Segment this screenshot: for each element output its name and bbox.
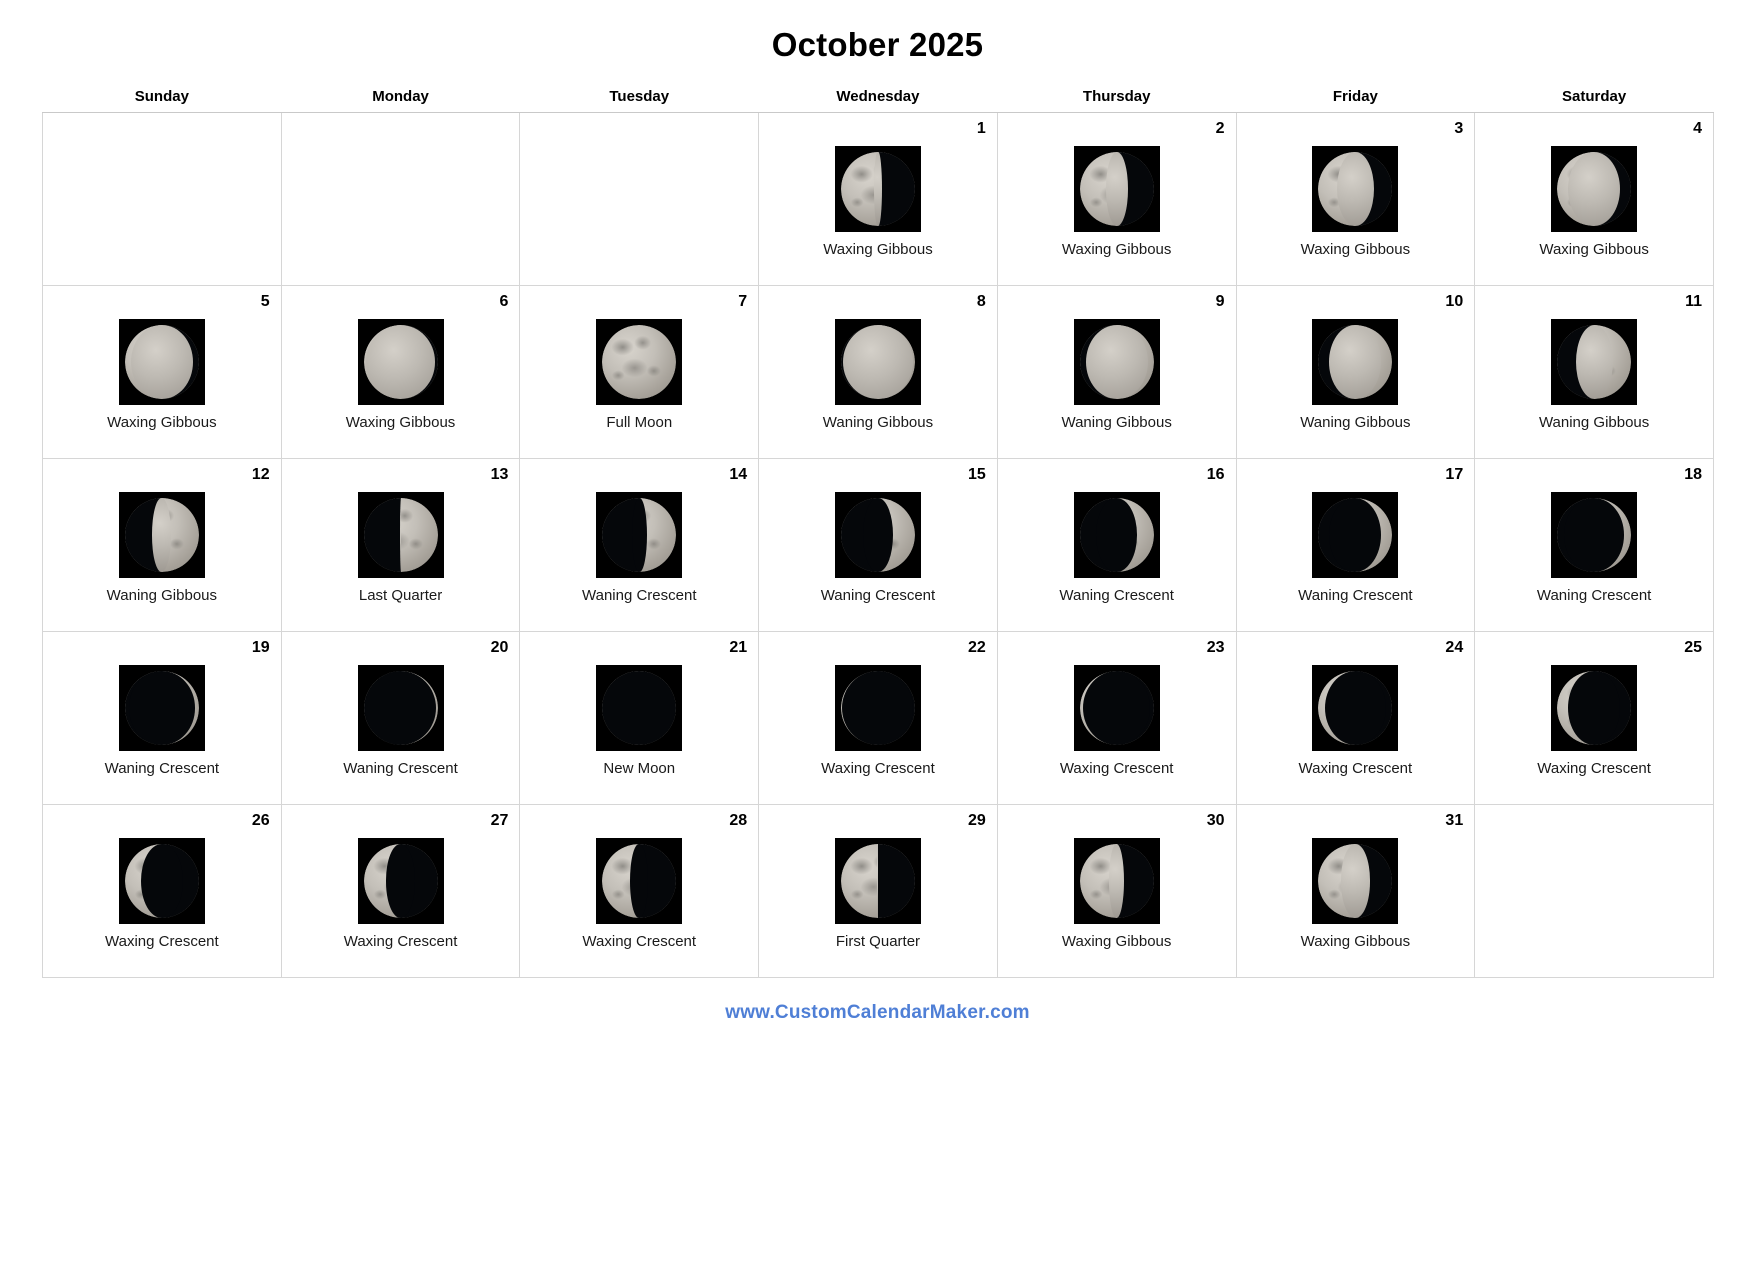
- calendar-table: [42, 82, 1714, 978]
- day-cell-body: [759, 830, 997, 950]
- day-number: 29: [968, 812, 986, 829]
- moon-phase-icon: [1074, 492, 1160, 578]
- moon-terminator: [1325, 671, 1386, 745]
- calendar-day-cell[interactable]: [520, 459, 759, 632]
- moon-terminator: [1337, 152, 1374, 226]
- moon-phase-icon: [119, 838, 205, 924]
- day-cell-body: [282, 484, 520, 604]
- calendar-day-cell[interactable]: [1236, 805, 1475, 978]
- moon-terminator: [843, 325, 913, 399]
- moon-phase-icon: [1074, 838, 1160, 924]
- footer-link[interactable]: www.CustomCalendarMaker.com: [725, 1002, 1030, 1023]
- day-number: 8: [976, 293, 986, 310]
- moon-terminator: [630, 844, 648, 918]
- day-number: 2: [1215, 120, 1225, 137]
- calendar-week-row: [43, 632, 1714, 805]
- day-cell-body: [759, 484, 997, 604]
- moon-phase-label: Waxing Crescent: [343, 932, 458, 950]
- calendar-day-cell[interactable]: [997, 805, 1236, 978]
- calendar-day-cell[interactable]: [43, 632, 282, 805]
- day-number: 31: [1445, 812, 1464, 829]
- moon-phase-icon: [835, 146, 921, 232]
- calendar-day-cell[interactable]: [43, 286, 282, 459]
- moon-phase-icon: [835, 838, 921, 924]
- moon-phase-label: Waxing Crescent: [821, 759, 935, 777]
- moon-terminator: [366, 325, 436, 399]
- day-number: 17: [1445, 466, 1464, 483]
- moon-phase-icon: [358, 838, 444, 924]
- day-number: 13: [490, 466, 509, 483]
- day-cell-body: [520, 657, 758, 777]
- weekday-header-friday: Friday: [1236, 82, 1475, 113]
- calendar-day-cell[interactable]: [281, 632, 520, 805]
- day-number: 14: [729, 466, 748, 483]
- day-cell-body: [998, 138, 1236, 258]
- day-cell-body: [520, 311, 758, 431]
- moon-phase-icon: [358, 319, 444, 405]
- weekday-header-row: [43, 82, 1714, 113]
- day-number: 24: [1445, 639, 1464, 656]
- day-cell-body: [43, 484, 281, 604]
- moon-disc: [364, 325, 438, 399]
- day-cell-body: [1475, 311, 1713, 431]
- moon-shadow: [602, 671, 676, 745]
- moon-phase-icon: [835, 319, 921, 405]
- moon-phase-icon: [596, 665, 682, 751]
- moon-disc: [364, 671, 438, 745]
- day-cell-body: [43, 311, 281, 431]
- moon-disc: [1557, 498, 1631, 572]
- moon-phase-label: Waning Crescent: [1298, 586, 1413, 604]
- day-number: 30: [1206, 812, 1225, 829]
- moon-phase-label: Waxing Gibbous: [1300, 240, 1411, 258]
- day-number: 27: [490, 812, 509, 829]
- moon-terminator: [365, 671, 436, 745]
- moon-disc: [1557, 671, 1631, 745]
- day-cell-body: [282, 311, 520, 431]
- calendar-day-cell[interactable]: [759, 113, 998, 286]
- moon-disc: [125, 671, 199, 745]
- calendar-day-cell[interactable]: [997, 459, 1236, 632]
- moon-terminator: [874, 152, 881, 226]
- moon-phase-icon: [358, 492, 444, 578]
- day-number: 6: [499, 293, 509, 310]
- calendar-week-row: [43, 286, 1714, 459]
- moon-phase-icon: [596, 838, 682, 924]
- day-cell-body: [1475, 484, 1713, 604]
- moon-phase-icon: [1551, 665, 1637, 751]
- day-cell-body: [43, 657, 281, 777]
- moon-terminator: [1329, 498, 1381, 572]
- moon-phase-label: Waning Crescent: [1536, 586, 1652, 604]
- day-cell-body: [759, 311, 997, 431]
- moon-phase-label: Waning Gibbous: [1061, 413, 1172, 431]
- day-number: 10: [1445, 293, 1464, 310]
- moon-disc: [1318, 844, 1392, 918]
- calendar-day-cell[interactable]: [520, 632, 759, 805]
- moon-disc: [125, 498, 199, 572]
- day-cell-body: [998, 311, 1236, 431]
- day-number: 7: [738, 293, 748, 310]
- moon-disc: [1080, 844, 1154, 918]
- moon-phase-label: New Moon: [603, 759, 676, 777]
- moon-maria: [602, 325, 676, 399]
- calendar-day-cell[interactable]: [1475, 286, 1714, 459]
- moon-phase-label: Waxing Gibbous: [823, 240, 933, 258]
- moon-disc: [841, 498, 915, 572]
- day-number: 4: [1693, 120, 1702, 137]
- moon-phase-icon: [1312, 492, 1398, 578]
- day-cell-body: [1237, 657, 1475, 777]
- moon-phase-label: Waxing Gibbous: [1061, 932, 1172, 950]
- calendar-day-cell[interactable]: [997, 286, 1236, 459]
- moon-phase-icon: [1312, 665, 1398, 751]
- day-number: 9: [1215, 293, 1225, 310]
- day-number: 16: [1206, 466, 1225, 483]
- moon-phase-label: Waxing Crescent: [1537, 759, 1651, 777]
- moon-phase-icon: [119, 492, 205, 578]
- moon-shadow: [364, 498, 401, 572]
- moon-phase-label: Last Quarter: [358, 586, 443, 604]
- weekday-header-tuesday: Tuesday: [520, 82, 759, 113]
- moon-phase-icon: [596, 492, 682, 578]
- calendar-cell-empty: [281, 113, 520, 286]
- moon-phase-icon: [1312, 146, 1398, 232]
- calendar-day-cell[interactable]: [759, 632, 998, 805]
- moon-disc: [364, 498, 438, 572]
- moon-phase-label: Waxing Crescent: [105, 932, 219, 950]
- moon-phase-icon: [1074, 665, 1160, 751]
- calendar-day-cell[interactable]: [1236, 632, 1475, 805]
- calendar-page: [0, 26, 1755, 1266]
- moon-terminator: [1106, 152, 1128, 226]
- moon-shadow: [878, 152, 915, 226]
- calendar-day-cell[interactable]: [997, 113, 1236, 286]
- moon-disc: [1557, 152, 1631, 226]
- weekday-header-saturday: Saturday: [1475, 82, 1714, 113]
- calendar-day-cell[interactable]: [759, 805, 998, 978]
- moon-disc: [1080, 498, 1154, 572]
- moon-disc: [602, 498, 676, 572]
- moon-phase-icon: [835, 492, 921, 578]
- moon-terminator: [842, 671, 913, 745]
- moon-terminator: [141, 844, 182, 918]
- moon-phase-label: Waning Gibbous: [1300, 413, 1411, 431]
- day-number: 28: [729, 812, 748, 829]
- calendar-week-row: [43, 805, 1714, 978]
- moon-disc: [1557, 325, 1631, 399]
- calendar-week-row: [43, 113, 1714, 286]
- day-cell-body: [282, 830, 520, 950]
- day-number: 22: [968, 639, 986, 656]
- moon-phase-icon: [1551, 492, 1637, 578]
- day-number: 21: [729, 639, 748, 656]
- moon-terminator: [131, 325, 193, 399]
- day-number: 18: [1684, 466, 1702, 483]
- weekday-header-sunday: Sunday: [43, 82, 282, 113]
- calendar-day-cell[interactable]: [997, 632, 1236, 805]
- day-number: 26: [251, 812, 270, 829]
- day-cell-body: [1475, 657, 1713, 777]
- moon-terminator: [1083, 671, 1150, 745]
- calendar-day-cell[interactable]: [281, 459, 520, 632]
- moon-disc: [602, 325, 676, 399]
- moon-phase-label: Waning Crescent: [582, 586, 697, 604]
- day-cell-body: [1475, 138, 1713, 258]
- moon-terminator: [877, 844, 878, 918]
- calendar-cell-empty: [1475, 805, 1714, 978]
- calendar-day-cell[interactable]: [759, 459, 998, 632]
- day-cell-body: [1237, 138, 1475, 258]
- moon-terminator: [1564, 498, 1625, 572]
- moon-terminator: [1341, 844, 1371, 918]
- moon-disc: [841, 152, 915, 226]
- day-cell-body: [520, 830, 758, 950]
- day-number: 11: [1685, 293, 1702, 310]
- day-number: 23: [1206, 639, 1225, 656]
- moon-disc: [602, 844, 676, 918]
- moon-phase-icon: [596, 319, 682, 405]
- moon-phase-label: Waxing Crescent: [1298, 759, 1413, 777]
- moon-disc: [125, 844, 199, 918]
- calendar-day-cell[interactable]: [1475, 459, 1714, 632]
- calendar-week-row: [43, 459, 1714, 632]
- calendar-day-cell[interactable]: [281, 286, 520, 459]
- calendar-cell-empty: [43, 113, 282, 286]
- calendar-cell-empty: [520, 113, 759, 286]
- moon-terminator: [386, 844, 416, 918]
- moon-disc: [841, 671, 915, 745]
- day-cell-body: [1237, 484, 1475, 604]
- calendar-day-cell[interactable]: [1236, 286, 1475, 459]
- calendar-day-cell[interactable]: [759, 286, 998, 459]
- moon-phase-icon: [1074, 319, 1160, 405]
- moon-terminator: [863, 498, 893, 572]
- moon-phase-icon: [1551, 319, 1637, 405]
- moon-disc: [841, 844, 915, 918]
- moon-phase-label: Waxing Crescent: [1059, 759, 1174, 777]
- calendar-day-cell[interactable]: [1475, 113, 1714, 286]
- moon-phase-label: Full Moon: [606, 413, 673, 431]
- calendar-day-cell[interactable]: [43, 805, 282, 978]
- day-cell-body: [1237, 311, 1475, 431]
- moon-disc: [1318, 152, 1392, 226]
- calendar-body: [43, 113, 1714, 978]
- day-cell-body: [43, 830, 281, 950]
- day-number: 19: [251, 639, 270, 656]
- day-number: 1: [976, 120, 986, 137]
- moon-disc: [1080, 325, 1154, 399]
- day-number: 5: [260, 293, 270, 310]
- page-title: October 2025: [771, 26, 984, 63]
- day-cell-body: [520, 484, 758, 604]
- moon-disc: [1318, 325, 1392, 399]
- moon-disc: [364, 844, 438, 918]
- moon-terminator: [129, 671, 196, 745]
- moon-terminator: [1568, 671, 1620, 745]
- moon-phase-icon: [358, 665, 444, 751]
- weekday-header-wednesday: Wednesday: [759, 82, 998, 113]
- calendar-day-cell[interactable]: [1475, 632, 1714, 805]
- moon-phase-label: Waning Gibbous: [1538, 413, 1650, 431]
- moon-terminator: [400, 498, 401, 572]
- day-number: 15: [968, 466, 986, 483]
- moon-disc: [1080, 152, 1154, 226]
- moon-phase-label: Waxing Gibbous: [1300, 932, 1411, 950]
- moon-phase-icon: [1312, 838, 1398, 924]
- moon-phase-icon: [119, 665, 205, 751]
- moon-phase-icon: [1074, 146, 1160, 232]
- day-cell-body: [759, 657, 997, 777]
- moon-terminator: [1086, 325, 1148, 399]
- moon-disc: [602, 671, 676, 745]
- moon-phase-icon: [1551, 146, 1637, 232]
- day-cell-body: [998, 657, 1236, 777]
- weekday-header-monday: Monday: [281, 82, 520, 113]
- moon-phase-label: First Quarter: [835, 932, 921, 950]
- moon-phase-label: Waning Gibbous: [106, 586, 218, 604]
- day-number: 25: [1684, 639, 1702, 656]
- moon-terminator: [1329, 325, 1381, 399]
- moon-terminator: [152, 498, 171, 572]
- moon-phase-icon: [1312, 319, 1398, 405]
- moon-phase-label: Waxing Crescent: [582, 932, 697, 950]
- moon-terminator: [1576, 325, 1613, 399]
- moon-disc: [125, 325, 199, 399]
- moon-phase-label: Waning Crescent: [104, 759, 220, 777]
- day-cell-body: [1237, 830, 1475, 950]
- moon-phase-label: Waning Crescent: [820, 586, 936, 604]
- day-number: 3: [1454, 120, 1464, 137]
- moon-phase-icon: [835, 665, 921, 751]
- moon-phase-label: Waning Gibbous: [822, 413, 934, 431]
- moon-disc: [1080, 671, 1154, 745]
- moon-disc: [1318, 671, 1392, 745]
- moon-phase-label: Waxing Gibbous: [345, 413, 456, 431]
- moon-disc: [841, 325, 915, 399]
- moon-terminator: [1096, 498, 1137, 572]
- moon-phase-label: Waning Crescent: [1059, 586, 1174, 604]
- moon-phase-icon: [119, 319, 205, 405]
- calendar-day-cell[interactable]: [43, 459, 282, 632]
- moon-phase-label: Waning Crescent: [343, 759, 458, 777]
- day-number: 12: [251, 466, 270, 483]
- calendar-day-cell[interactable]: [520, 286, 759, 459]
- footer-credit: [42, 1002, 1713, 1024]
- calendar-day-cell[interactable]: [520, 805, 759, 978]
- moon-phase-label: Waxing Gibbous: [1061, 240, 1172, 258]
- moon-phase-label: Waxing Gibbous: [107, 413, 217, 431]
- day-number: 20: [490, 639, 509, 656]
- moon-phase-label: Waxing Gibbous: [1539, 240, 1649, 258]
- weekday-header-thursday: Thursday: [997, 82, 1236, 113]
- calendar-day-cell[interactable]: [281, 805, 520, 978]
- day-cell-body: [998, 484, 1236, 604]
- moon-shadow: [878, 844, 915, 918]
- moon-disc: [1318, 498, 1392, 572]
- moon-terminator: [1568, 152, 1620, 226]
- calendar-day-cell[interactable]: [1236, 113, 1475, 286]
- calendar-day-cell[interactable]: [1236, 459, 1475, 632]
- day-cell-body: [282, 657, 520, 777]
- day-cell-body: [759, 138, 997, 258]
- day-cell-body: [998, 830, 1236, 950]
